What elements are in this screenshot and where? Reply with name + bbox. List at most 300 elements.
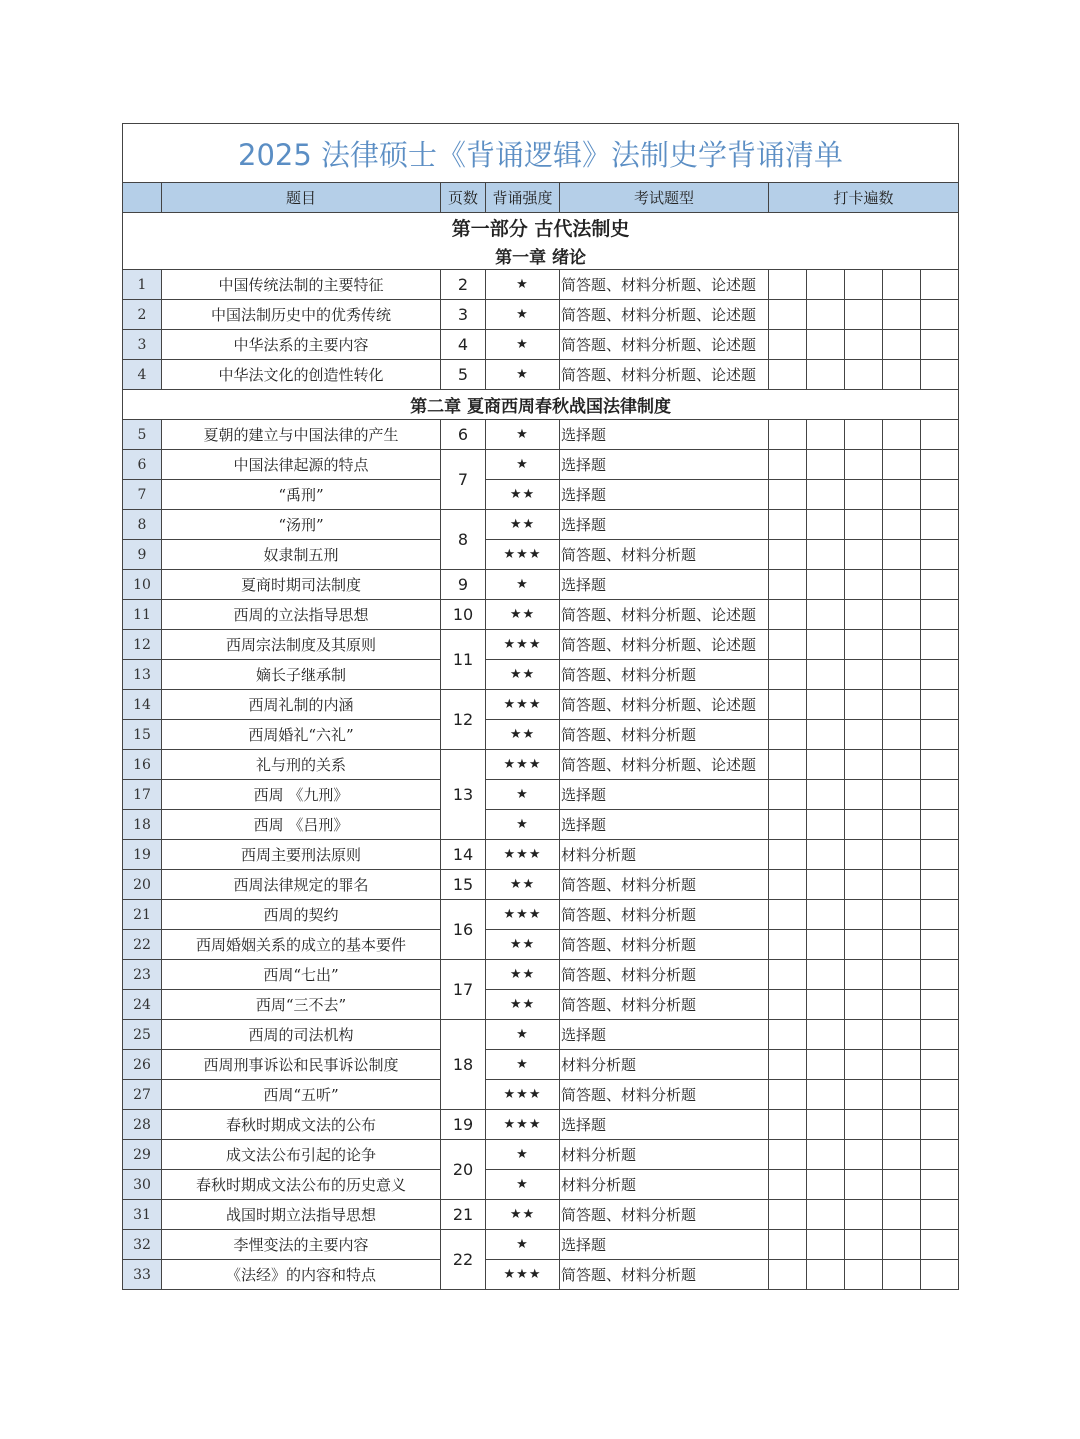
checkin-box[interactable] [845,690,883,720]
row-intensity: ★ [486,450,560,480]
row-intensity: ★ [486,570,560,600]
row-page: 22 [441,1230,486,1290]
checkin-box[interactable] [921,840,959,870]
row-topic: 西周法律规定的罪名 [162,870,441,900]
checkin-box[interactable] [845,270,883,300]
checkin-box[interactable] [883,960,921,990]
table-row [123,450,959,480]
row-index: 23 [123,960,162,990]
checkin-box[interactable] [883,690,921,720]
row-page: 12 [441,690,486,750]
checkin-box[interactable] [769,1050,807,1080]
row-page: 21 [441,1200,486,1230]
row-exam-type: 简答题、材料分析题、论述题 [560,600,769,630]
table-row [123,480,959,510]
checkin-box[interactable] [883,540,921,570]
row-topic: 战国时期立法指导思想 [162,1200,441,1230]
checkin-box[interactable] [807,840,845,870]
row-topic: 西周婚礼“六礼” [162,720,441,750]
checkin-box[interactable] [807,930,845,960]
row-intensity: ★★ [486,660,560,690]
checkin-box[interactable] [883,1020,921,1050]
row-index: 31 [123,1200,162,1230]
checkin-box[interactable] [883,1260,921,1290]
checkin-box[interactable] [769,450,807,480]
checkin-box[interactable] [883,870,921,900]
checkin-box[interactable] [921,990,959,1020]
checkin-box[interactable] [769,1170,807,1200]
checkin-box[interactable] [769,540,807,570]
row-page: 4 [441,330,486,360]
checkin-box[interactable] [883,300,921,330]
checkin-box[interactable] [807,990,845,1020]
checkin-box[interactable] [921,1230,959,1260]
checkin-box[interactable] [921,330,959,360]
row-index: 18 [123,810,162,840]
checkin-box[interactable] [807,750,845,780]
header-row [123,183,959,213]
checkin-box[interactable] [883,420,921,450]
row-page: 8 [441,510,486,570]
checkin-box[interactable] [921,360,959,390]
checkin-box[interactable] [845,780,883,810]
table-row [123,420,959,450]
checkin-box[interactable] [769,1200,807,1230]
checkin-box[interactable] [807,1110,845,1140]
checkin-box[interactable] [807,780,845,810]
row-exam-type: 简答题、材料分析题 [560,1200,769,1230]
row-exam-type: 选择题 [560,480,769,510]
checkin-box[interactable] [807,300,845,330]
row-topic: 礼与刑的关系 [162,750,441,780]
row-topic: 西周刑事诉讼和民事诉讼制度 [162,1050,441,1080]
row-page: 2 [441,270,486,300]
row-index: 5 [123,420,162,450]
checkin-box[interactable] [845,420,883,450]
table-row [123,660,959,690]
row-index: 27 [123,1080,162,1110]
row-intensity: ★★ [486,870,560,900]
row-page: 5 [441,360,486,390]
checkin-box[interactable] [921,630,959,660]
checkin-box[interactable] [883,750,921,780]
checkin-box[interactable] [845,1110,883,1140]
checkin-box[interactable] [883,720,921,750]
row-topic: 《法经》的内容和特点 [162,1260,441,1290]
checkin-box[interactable] [921,750,959,780]
row-topic: 中国法制历史中的优秀传统 [162,300,441,330]
row-exam-type: 材料分析题 [560,1050,769,1080]
checkin-box[interactable] [845,330,883,360]
checkin-box[interactable] [845,930,883,960]
checkin-box[interactable] [769,930,807,960]
checkin-box[interactable] [769,660,807,690]
row-topic: 西周主要刑法原则 [162,840,441,870]
checkin-box[interactable] [807,270,845,300]
table-row [123,600,959,630]
checkin-box[interactable] [921,1170,959,1200]
checkin-box[interactable] [883,810,921,840]
checkin-box[interactable] [769,570,807,600]
row-exam-type: 简答题、材料分析题 [560,900,769,930]
checkin-box[interactable] [883,1080,921,1110]
table-row [123,540,959,570]
checkin-box[interactable] [769,900,807,930]
row-exam-type: 选择题 [560,420,769,450]
row-exam-type: 选择题 [560,780,769,810]
checkin-box[interactable] [921,1200,959,1230]
row-topic: 中华法系的主要内容 [162,330,441,360]
checkin-box[interactable] [769,330,807,360]
row-topic: “汤刑” [162,510,441,540]
checkin-box[interactable] [883,570,921,600]
checkin-box[interactable] [883,780,921,810]
checkin-box[interactable] [921,480,959,510]
checkin-box[interactable] [807,810,845,840]
checkin-box[interactable] [807,360,845,390]
row-exam-type: 选择题 [560,810,769,840]
checkin-box[interactable] [921,1110,959,1140]
checkin-box[interactable] [921,600,959,630]
chapter-row [123,242,959,270]
checkin-box[interactable] [921,1050,959,1080]
row-index: 33 [123,1260,162,1290]
checkin-box[interactable] [807,720,845,750]
checkin-box[interactable] [769,750,807,780]
checkin-box[interactable] [883,360,921,390]
checkin-box[interactable] [883,1170,921,1200]
checkin-box[interactable] [845,900,883,930]
checkin-box[interactable] [807,600,845,630]
row-topic: 嫡长子继承制 [162,660,441,690]
checkin-box[interactable] [845,720,883,750]
row-page: 9 [441,570,486,600]
checkin-box[interactable] [769,720,807,750]
checkin-box[interactable] [921,270,959,300]
checkin-box[interactable] [845,450,883,480]
row-index: 14 [123,690,162,720]
table-row [123,360,959,390]
row-intensity: ★★★ [486,1260,560,1290]
row-page: 7 [441,450,486,510]
checkin-box[interactable] [769,360,807,390]
row-topic: 夏商时期司法制度 [162,570,441,600]
row-index: 16 [123,750,162,780]
checkin-box[interactable] [807,1170,845,1200]
checkin-box[interactable] [845,990,883,1020]
checkin-box[interactable] [807,510,845,540]
checkin-box[interactable] [845,360,883,390]
checkin-box[interactable] [921,570,959,600]
row-exam-type: 简答题、材料分析题、论述题 [560,300,769,330]
checkin-box[interactable] [769,810,807,840]
checkin-box[interactable] [769,510,807,540]
row-topic: 春秋时期成文法的公布 [162,1110,441,1140]
checkin-box[interactable] [845,1170,883,1200]
row-exam-type: 简答题、材料分析题 [560,660,769,690]
row-index: 10 [123,570,162,600]
table-row [123,1110,959,1140]
row-exam-type: 简答题、材料分析题 [560,540,769,570]
row-topic: 西周 《九刑》 [162,780,441,810]
row-exam-type: 简答题、材料分析题 [560,990,769,1020]
row-intensity: ★ [486,1020,560,1050]
checkin-box[interactable] [883,990,921,1020]
row-topic: 李悝变法的主要内容 [162,1230,441,1260]
table-row [123,630,959,660]
checkin-box[interactable] [845,660,883,690]
checkin-box[interactable] [845,1080,883,1110]
row-page: 20 [441,1140,486,1200]
table-row [123,300,959,330]
checkin-box[interactable] [921,1080,959,1110]
row-index: 19 [123,840,162,870]
checkin-box[interactable] [921,1140,959,1170]
checkin-box[interactable] [807,1200,845,1230]
checkin-box[interactable] [883,1230,921,1260]
row-topic: 西周的司法机构 [162,1020,441,1050]
table-row [123,1080,959,1110]
checkin-box[interactable] [883,450,921,480]
row-index: 25 [123,1020,162,1050]
table-row [123,1020,959,1050]
row-index: 6 [123,450,162,480]
row-page: 11 [441,630,486,690]
row-topic: 西周礼制的内涵 [162,690,441,720]
checkin-box[interactable] [921,870,959,900]
row-index: 8 [123,510,162,540]
checkin-box[interactable] [883,330,921,360]
checkin-box[interactable] [807,690,845,720]
checkin-box[interactable] [769,990,807,1020]
checkin-box[interactable] [883,510,921,540]
checkin-box[interactable] [883,900,921,930]
checkin-box[interactable] [807,570,845,600]
checkin-box[interactable] [769,480,807,510]
checkin-box[interactable] [807,1140,845,1170]
checkin-box[interactable] [807,870,845,900]
row-index: 1 [123,270,162,300]
chapter-row [123,390,959,420]
row-intensity: ★ [486,810,560,840]
checkin-box[interactable] [921,300,959,330]
checkin-box[interactable] [807,450,845,480]
row-exam-type: 选择题 [560,450,769,480]
checkin-box[interactable] [921,660,959,690]
row-exam-type: 材料分析题 [560,1170,769,1200]
checkin-box[interactable] [883,840,921,870]
checkin-box[interactable] [769,270,807,300]
checkin-box[interactable] [845,1140,883,1170]
checkin-box[interactable] [845,870,883,900]
row-page: 15 [441,870,486,900]
row-intensity: ★★★ [486,750,560,780]
header-topic: 题目 [162,183,441,213]
checkin-box[interactable] [921,960,959,990]
checkin-box[interactable] [769,630,807,660]
checkin-box[interactable] [845,810,883,840]
checkin-box[interactable] [845,840,883,870]
checkin-box[interactable] [807,1080,845,1110]
checkin-box[interactable] [807,1230,845,1260]
checkin-box[interactable] [921,900,959,930]
checkin-box[interactable] [807,900,845,930]
header-page: 页数 [441,183,486,213]
checkin-box[interactable] [883,630,921,660]
checkin-box[interactable] [769,1020,807,1050]
row-index: 24 [123,990,162,1020]
table-row [123,720,959,750]
checkin-box[interactable] [921,780,959,810]
row-exam-type: 简答题、材料分析题、论述题 [560,690,769,720]
checkin-box[interactable] [845,750,883,780]
checkin-box[interactable] [807,1050,845,1080]
checkin-box[interactable] [769,690,807,720]
checkin-box[interactable] [921,540,959,570]
row-topic: 中国传统法制的主要特征 [162,270,441,300]
row-topic: 西周婚姻关系的成立的基本要件 [162,930,441,960]
row-topic: 成文法公布引起的论争 [162,1140,441,1170]
row-intensity: ★ [486,780,560,810]
checkin-box[interactable] [845,600,883,630]
checkin-box[interactable] [921,1020,959,1050]
checkin-box[interactable] [883,660,921,690]
row-index: 29 [123,1140,162,1170]
checkin-box[interactable] [921,1260,959,1290]
checkin-box[interactable] [883,1200,921,1230]
checkin-box[interactable] [845,300,883,330]
table-row [123,1260,959,1290]
checkin-box[interactable] [845,1050,883,1080]
row-page: 3 [441,300,486,330]
checkin-box[interactable] [845,570,883,600]
checkin-box[interactable] [769,1080,807,1110]
table-row [123,810,959,840]
row-intensity: ★ [486,330,560,360]
row-intensity: ★★★ [486,540,560,570]
checkin-box[interactable] [807,1260,845,1290]
chapter-title: 第二章 夏商西周春秋战国法律制度 [123,390,959,420]
checkin-box[interactable] [845,1200,883,1230]
part-title: 第一部分 古代法制史 [123,213,959,243]
checkin-box[interactable] [769,420,807,450]
row-topic: 中国法律起源的特点 [162,450,441,480]
checkin-box[interactable] [769,1230,807,1260]
row-intensity: ★★★ [486,900,560,930]
checkin-box[interactable] [807,960,845,990]
checkin-box[interactable] [769,300,807,330]
checkin-box[interactable] [883,1110,921,1140]
row-topic: 夏朝的建立与中国法律的产生 [162,420,441,450]
checkin-box[interactable] [807,420,845,450]
checkin-box[interactable] [883,270,921,300]
row-exam-type: 简答题、材料分析题、论述题 [560,330,769,360]
row-exam-type: 选择题 [560,1110,769,1140]
checkin-box[interactable] [921,720,959,750]
header-checkin: 打卡遍数 [769,183,959,213]
checkin-box[interactable] [769,600,807,630]
checkin-box[interactable] [769,1110,807,1140]
checkin-box[interactable] [807,480,845,510]
table-row [123,1170,959,1200]
checkin-box[interactable] [845,540,883,570]
checkin-box[interactable] [921,930,959,960]
row-exam-type: 选择题 [560,510,769,540]
row-page: 18 [441,1020,486,1110]
checkin-box[interactable] [845,480,883,510]
row-topic: 西周“五听” [162,1080,441,1110]
row-intensity: ★★★ [486,840,560,870]
checkin-box[interactable] [845,1020,883,1050]
checkin-box[interactable] [807,630,845,660]
checkin-box[interactable] [845,510,883,540]
checkin-box[interactable] [883,1140,921,1170]
checkin-box[interactable] [921,810,959,840]
row-index: 11 [123,600,162,630]
table-row [123,1140,959,1170]
row-topic: 春秋时期成文法公布的历史意义 [162,1170,441,1200]
header-index [123,183,162,213]
row-index: 12 [123,630,162,660]
row-exam-type: 简答题、材料分析题、论述题 [560,750,769,780]
checkin-box[interactable] [807,330,845,360]
checkin-box[interactable] [883,480,921,510]
row-exam-type: 选择题 [560,1230,769,1260]
checkin-box[interactable] [807,1020,845,1050]
checkin-box[interactable] [769,960,807,990]
row-index: 2 [123,300,162,330]
row-page: 19 [441,1110,486,1140]
checkin-box[interactable] [921,690,959,720]
row-exam-type: 选择题 [560,570,769,600]
row-page: 10 [441,600,486,630]
checkin-box[interactable] [921,510,959,540]
checklist-table [122,123,959,1290]
checkin-box[interactable] [769,1140,807,1170]
table-row [123,690,959,720]
checkin-box[interactable] [883,1050,921,1080]
checkin-box[interactable] [769,870,807,900]
row-index: 3 [123,330,162,360]
checkin-box[interactable] [845,1230,883,1260]
row-exam-type: 简答题、材料分析题、论述题 [560,630,769,660]
checkin-box[interactable] [769,1260,807,1290]
checkin-box[interactable] [807,540,845,570]
checkin-box[interactable] [769,780,807,810]
checkin-box[interactable] [769,840,807,870]
table-row [123,330,959,360]
checkin-box[interactable] [845,1260,883,1290]
checkin-box[interactable] [845,960,883,990]
checkin-box[interactable] [921,450,959,480]
checkin-box[interactable] [845,630,883,660]
row-index: 20 [123,870,162,900]
row-topic: 西周 《吕刑》 [162,810,441,840]
row-page: 16 [441,900,486,960]
row-intensity: ★ [486,300,560,330]
checkin-box[interactable] [883,930,921,960]
row-exam-type: 简答题、材料分析题 [560,1260,769,1290]
row-intensity: ★★ [486,510,560,540]
checkin-box[interactable] [807,660,845,690]
row-intensity: ★★★ [486,690,560,720]
table-row [123,510,959,540]
row-exam-type: 简答题、材料分析题 [560,930,769,960]
checkin-box[interactable] [883,600,921,630]
row-index: 15 [123,720,162,750]
checkin-box[interactable] [921,420,959,450]
row-topic: “禹刑” [162,480,441,510]
